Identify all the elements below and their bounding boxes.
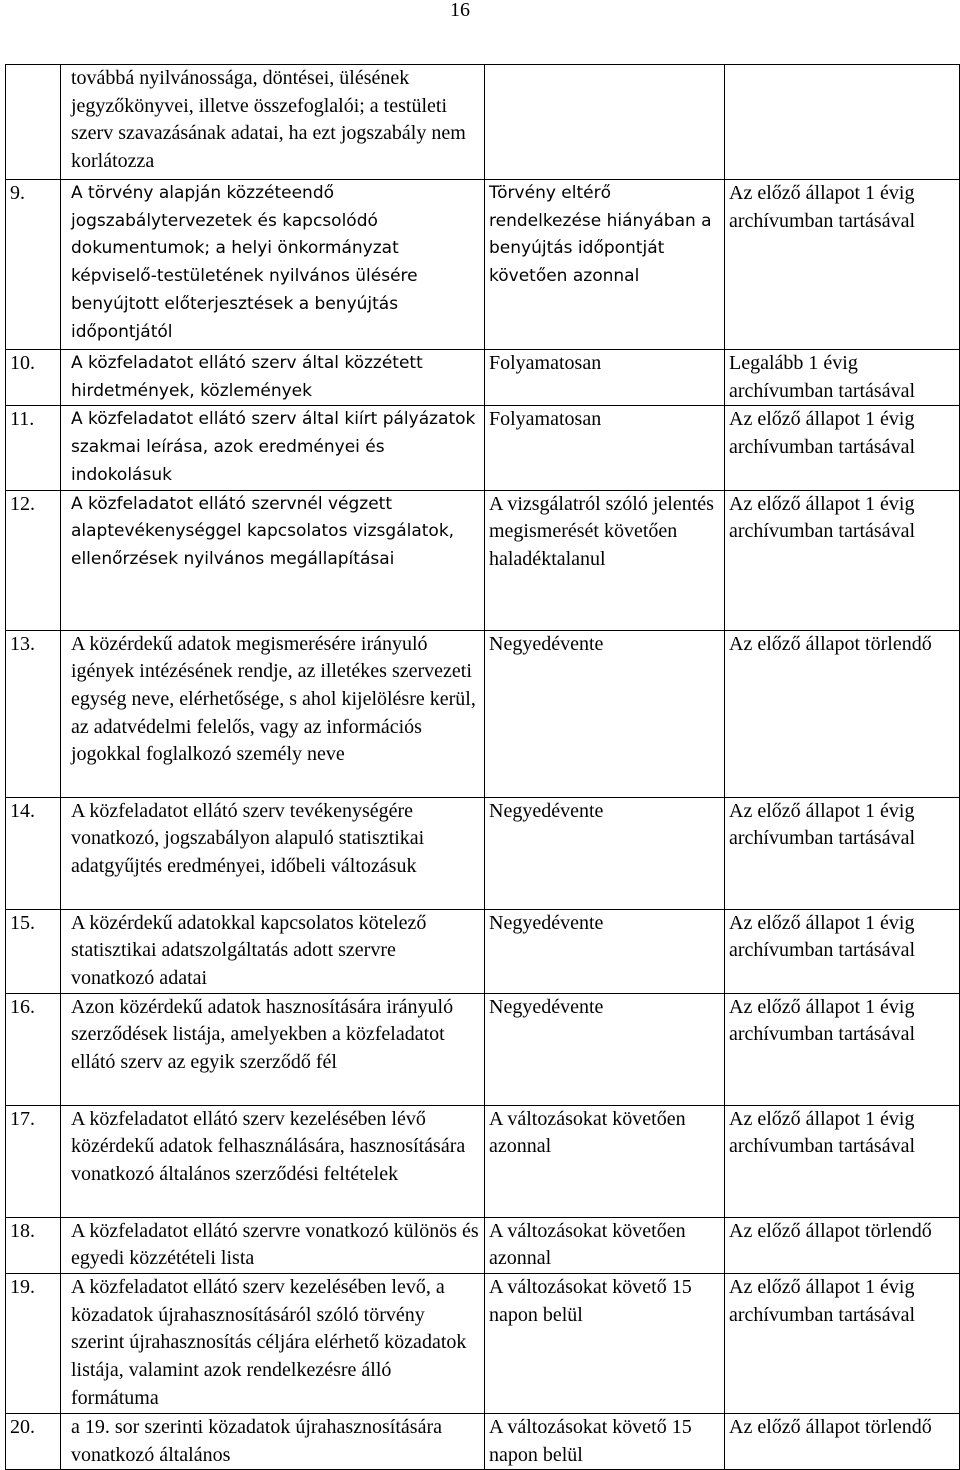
row-description xyxy=(61,65,485,180)
row-retention: Az előző állapot 1 évig archívumban tartásával xyxy=(725,1274,960,1414)
row-retention: Legalább 1 évig archívumban tartásával xyxy=(725,350,960,406)
row-description xyxy=(61,180,485,350)
row-retention: Az előző állapot törlendő xyxy=(725,630,960,797)
row-publication-time: Folyamatosan xyxy=(485,406,725,490)
row-retention: Az előző állapot 1 évig archívumban tartásával xyxy=(725,1105,960,1217)
table-row xyxy=(6,65,960,180)
row-number: 12. xyxy=(6,490,61,630)
row-description-text: A közfeladatot ellátó szervnél végzett alaptevékenységgel kapcsolatos vizsgálatok, ellenőrzések nyilvános megállapításai xyxy=(71,493,455,569)
table-row xyxy=(6,630,960,797)
row-description xyxy=(61,630,485,797)
row-description-text: A közérdekű adatokkal kapcsolatos kötelező statisztikai adatszolgáltatás adott szervre vonatkozó adatai xyxy=(71,911,427,989)
row-number: 11. xyxy=(6,406,61,490)
row-description-text: A közfeladatot ellátó szerv által közzétett hirdetmények, közlemények xyxy=(71,353,423,401)
row-retention: Az előző állapot törlendő xyxy=(725,1217,960,1273)
row-number: 15. xyxy=(6,909,61,993)
row-number: 10. xyxy=(6,350,61,406)
table-row xyxy=(6,1274,960,1414)
row-number: 9. xyxy=(6,180,61,350)
row-number: 13. xyxy=(6,630,61,797)
disclosure-table xyxy=(5,64,960,1470)
row-publication-time: Folyamatosan xyxy=(485,350,725,406)
row-publication-time: A változásokat követően azonnal xyxy=(485,1217,725,1273)
table-row xyxy=(6,180,960,350)
row-description-text: A közfeladatot ellátó szerv kezelésében lévő közérdekű adatok felhasználására, hasznosítására vonatkozó általános szerződési feltételek xyxy=(71,1107,466,1186)
row-description-text: A közfeladatot ellátó szerv tevékenységére vonatkozó, jogszabályon alapuló statisztikai adatgyűjtés eredményei, időbeli változásuk xyxy=(71,799,425,877)
row-number: 14. xyxy=(6,797,61,909)
row-publication-time xyxy=(485,65,725,180)
row-description-text: A közfeladatot ellátó szerv által kiírt pályázatok szakmai leírása, azok eredményei és indokolásuk xyxy=(71,409,476,485)
row-description xyxy=(61,1105,485,1217)
table-row xyxy=(6,909,960,993)
row-description xyxy=(61,350,485,406)
row-description xyxy=(61,797,485,909)
row-number: 17. xyxy=(6,1105,61,1217)
row-publication-time: Negyedévente xyxy=(485,797,725,909)
table-row xyxy=(6,797,960,909)
row-description-text: a 19. sor szerinti közadatok újrahasznosítására vonatkozó általános xyxy=(71,1416,442,1466)
row-number: 18. xyxy=(6,1217,61,1273)
row-description xyxy=(61,993,485,1105)
row-description xyxy=(61,490,485,630)
row-description xyxy=(61,1217,485,1273)
row-publication-time: Negyedévente xyxy=(485,909,725,993)
table-row xyxy=(6,1217,960,1273)
table-row xyxy=(6,993,960,1105)
row-description xyxy=(61,909,485,993)
table-row xyxy=(6,490,960,630)
row-number: 19. xyxy=(6,1274,61,1414)
row-description xyxy=(61,1274,485,1414)
row-number: 16. xyxy=(6,993,61,1105)
row-publication-time: A változásokat követő 15 napon belül xyxy=(485,1414,725,1470)
row-retention: Az előző állapot törlendő xyxy=(725,1414,960,1470)
table-row xyxy=(6,1105,960,1217)
row-number xyxy=(6,65,61,180)
row-retention: Az előző állapot 1 évig archívumban tartásával xyxy=(725,909,960,993)
row-description-text: A törvény alapján közzéteendő jogszabálytervezetek és kapcsolódó dokumentumok; a helyi önkormányzat képviselő-testületének nyilvános ülésére benyújtott előterjesztések a benyújtás időpontjától xyxy=(71,183,418,342)
row-retention: Az előző állapot 1 évig archívumban tartásával xyxy=(725,180,960,350)
row-publication-time: A vizsgálatról szóló jelentés megismerését követően haladéktalanul xyxy=(485,490,725,630)
row-publication-time: A változásokat követő 15 napon belül xyxy=(485,1274,725,1414)
row-publication-time: Negyedévente xyxy=(485,993,725,1105)
table-row xyxy=(6,406,960,490)
row-retention xyxy=(725,65,960,180)
row-description-text: A közfeladatot ellátó szervre vonatkozó különös és egyedi közzétételi lista xyxy=(71,1219,479,1270)
row-publication-time: A változásokat követően azonnal xyxy=(485,1105,725,1217)
row-number: 20. xyxy=(6,1414,61,1470)
row-description-text: A közérdekű adatok megismerésére irányuló igények intézésének rendje, az illetékes szervezeti egység neve, elérhetősége, s ahol kijelölésre kerül, az adatvédelmi felelős, vagy az információs jogokkal foglalkozó személy neve xyxy=(71,632,476,766)
row-retention: Az előző állapot 1 évig archívumban tartásával xyxy=(725,993,960,1105)
row-publication-time: Törvény eltérő rendelkezése hiányában a benyújtás időpontját követően azonnal xyxy=(485,180,725,350)
row-retention: Az előző állapot 1 évig archívumban tartásával xyxy=(725,797,960,909)
row-description-text: A közfeladatot ellátó szerv kezelésében levő, a közadatok újrahasznosításáról szóló törvény szerint újrahasznosítás céljára elérhető közadatok listája, valamint azok rendelkezésre álló formátuma xyxy=(71,1276,467,1409)
row-description xyxy=(61,1414,485,1470)
table-row xyxy=(6,350,960,406)
table-row xyxy=(6,1414,960,1470)
row-description xyxy=(61,406,485,490)
row-publication-time: Negyedévente xyxy=(485,630,725,797)
row-description-text: továbbá nyilvánossága, döntései, ülésének jegyzőkönyvei, illetve összefoglalói; a testületi szerv szavazásának adatai, ha ezt jogszabály nem korlátozza xyxy=(71,67,466,173)
row-retention: Az előző állapot 1 évig archívumban tartásával xyxy=(725,406,960,490)
row-retention: Az előző állapot 1 évig archívumban tartásával xyxy=(725,490,960,630)
row-description-text: Azon közérdekű adatok hasznosítására irányuló szerződések listája, amelyekben a közfeladatot ellátó szerv az egyik szerződő fél xyxy=(71,995,454,1074)
page-number: 16 xyxy=(450,0,470,21)
